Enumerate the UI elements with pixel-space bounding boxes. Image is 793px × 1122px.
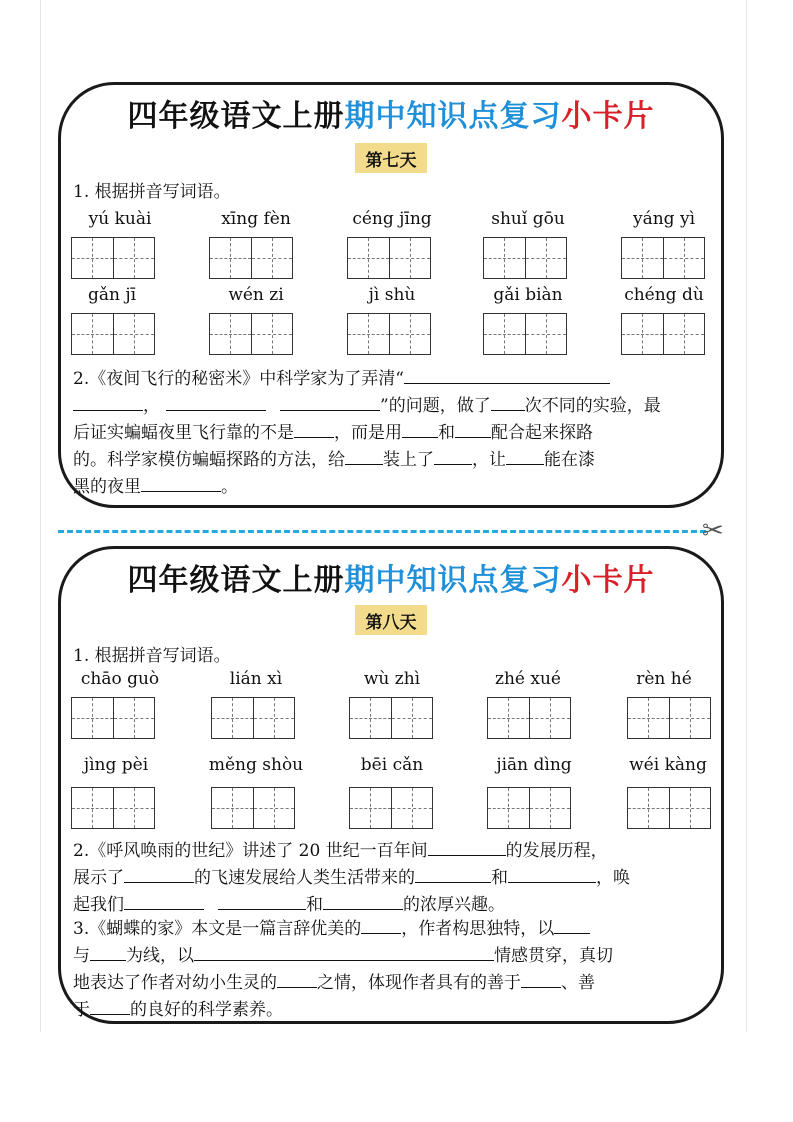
question-text: ，唤 bbox=[596, 868, 630, 888]
card-title bbox=[61, 555, 721, 599]
writing-grid[interactable] bbox=[487, 787, 571, 829]
pinyin-label: lián xì bbox=[229, 669, 283, 689]
question-text: 展示了 bbox=[73, 868, 124, 888]
writing-grid[interactable] bbox=[483, 313, 567, 355]
question-text: 起我们 bbox=[73, 895, 124, 915]
fill-blank[interactable] bbox=[294, 419, 334, 438]
pinyin-label: chāo guò bbox=[80, 669, 160, 689]
writing-grid[interactable] bbox=[487, 697, 571, 739]
fill-blank[interactable] bbox=[90, 996, 130, 1015]
question-text: 的发展历程， bbox=[505, 841, 608, 861]
fill-blank[interactable] bbox=[554, 915, 590, 934]
fill-blank[interactable] bbox=[404, 365, 610, 384]
fill-blank[interactable] bbox=[491, 392, 525, 411]
question-3-paragraph bbox=[73, 915, 709, 1023]
question-text: 情感贯穿，真切 bbox=[494, 946, 613, 966]
question-text: 的浓厚兴趣。 bbox=[403, 895, 505, 915]
question-text: 之情，体现作者具有的善于 bbox=[317, 973, 521, 993]
question-text: ，作者构思独特，以 bbox=[401, 919, 555, 939]
fill-blank[interactable] bbox=[277, 969, 317, 988]
question-text: 为线，以 bbox=[126, 946, 194, 966]
fill-blank[interactable] bbox=[166, 392, 266, 411]
pinyin-label: jìng pèi bbox=[83, 755, 149, 775]
pinyin-label: bēi cǎn bbox=[360, 755, 424, 775]
fill-blank[interactable] bbox=[124, 891, 204, 910]
question-text: 、善 bbox=[561, 973, 595, 993]
title-part-card: 小卡片 bbox=[561, 99, 655, 134]
writing-grid[interactable] bbox=[483, 237, 567, 279]
question-text: 能在漆 bbox=[544, 450, 595, 470]
scissors-icon: ✂ bbox=[702, 516, 724, 546]
question-text: 与 bbox=[73, 946, 90, 966]
writing-grid[interactable] bbox=[627, 697, 711, 739]
writing-grid[interactable] bbox=[211, 697, 295, 739]
writing-grid[interactable] bbox=[71, 313, 155, 355]
title-part-grade: 四年级语文上册 bbox=[127, 563, 345, 598]
fill-blank[interactable] bbox=[90, 942, 126, 961]
title-part-card: 小卡片 bbox=[561, 563, 655, 598]
question-text: 和 bbox=[306, 895, 323, 915]
pinyin-label: wén zi bbox=[228, 285, 284, 305]
pinyin-label: rèn hé bbox=[636, 669, 692, 689]
review-card-day7 bbox=[58, 82, 724, 508]
pinyin-label: zhé xué bbox=[495, 669, 561, 689]
fill-blank[interactable] bbox=[280, 392, 380, 411]
question-text: 和 bbox=[438, 423, 455, 443]
fill-blank[interactable] bbox=[415, 864, 491, 883]
question-text: ， bbox=[143, 396, 160, 416]
fill-blank[interactable] bbox=[428, 837, 506, 856]
fill-blank[interactable] bbox=[194, 942, 494, 961]
question-2-paragraph bbox=[73, 837, 709, 918]
fill-blank[interactable] bbox=[521, 969, 561, 988]
writing-grid[interactable] bbox=[621, 313, 705, 355]
writing-grid[interactable] bbox=[71, 697, 155, 739]
writing-grid[interactable] bbox=[71, 787, 155, 829]
page-margin-right bbox=[746, 0, 747, 1032]
pinyin-label: wéi kàng bbox=[629, 755, 707, 775]
fill-blank[interactable] bbox=[434, 446, 472, 465]
pinyin-label: gǎn jī bbox=[87, 285, 137, 305]
day-badge: 第八天 bbox=[355, 605, 427, 635]
writing-grid[interactable] bbox=[209, 237, 293, 279]
writing-grid[interactable] bbox=[347, 313, 431, 355]
question-text: 黑的夜里 bbox=[73, 477, 141, 497]
fill-blank[interactable] bbox=[73, 392, 143, 411]
question-text: ”的问题，做了 bbox=[380, 396, 491, 416]
question-text: 于 bbox=[73, 1000, 90, 1020]
card-title bbox=[61, 91, 721, 135]
review-card-day8 bbox=[58, 546, 724, 1024]
question-text: 2.《夜间飞行的秘密米》中科学家为了弄清“ bbox=[73, 369, 404, 389]
pinyin-label: jì shù bbox=[368, 285, 416, 305]
question-text: 3.《蝴蝶的家》本文是一篇言辞优美的 bbox=[73, 919, 362, 939]
writing-grid[interactable] bbox=[347, 237, 431, 279]
question-text: 配合起来探路 bbox=[491, 423, 593, 443]
pinyin-label: céng jīng bbox=[352, 209, 432, 229]
pinyin-label: gǎi biàn bbox=[493, 285, 563, 305]
fill-blank[interactable] bbox=[455, 419, 491, 438]
fill-blank[interactable] bbox=[508, 864, 596, 883]
writing-grid[interactable] bbox=[349, 697, 433, 739]
fill-blank[interactable] bbox=[361, 915, 401, 934]
fill-blank[interactable] bbox=[124, 864, 194, 883]
fill-blank[interactable] bbox=[402, 419, 438, 438]
pinyin-label: měng shòu bbox=[208, 755, 304, 775]
pinyin-label: xīng fèn bbox=[221, 209, 291, 229]
title-part-grade: 四年级语文上册 bbox=[127, 99, 345, 134]
pinyin-label: yú kuài bbox=[88, 209, 152, 229]
writing-grid[interactable] bbox=[621, 237, 705, 279]
page-margin-left bbox=[40, 0, 41, 1032]
writing-grid[interactable] bbox=[627, 787, 711, 829]
pinyin-label: wù zhì bbox=[363, 669, 421, 689]
question-text: 和 bbox=[491, 868, 508, 888]
question-2-paragraph bbox=[73, 365, 709, 500]
question-1-heading: 1. 根据拼音写词语。 bbox=[73, 646, 231, 666]
fill-blank[interactable] bbox=[141, 473, 221, 492]
pinyin-label: yáng yì bbox=[632, 209, 695, 229]
day-badge: 第七天 bbox=[355, 143, 427, 173]
question-1-heading: 1. 根据拼音写词语。 bbox=[73, 182, 231, 202]
question-text: 的。科学家模仿蝙蝠探路的方法，给 bbox=[73, 450, 345, 470]
pinyin-label: jiān dìng bbox=[496, 755, 572, 775]
question-text: ，让 bbox=[472, 450, 506, 470]
title-part-midterm: 期中知识点复习 bbox=[344, 563, 562, 598]
fill-blank[interactable] bbox=[345, 446, 383, 465]
question-text: 地表达了作者对幼小生灵的 bbox=[73, 973, 277, 993]
fill-blank[interactable] bbox=[218, 891, 306, 910]
question-text: 的良好的科学素养。 bbox=[130, 1000, 283, 1020]
question-text: 2.《呼风唤雨的世纪》讲述了 20 世纪一百年间 bbox=[73, 841, 428, 861]
fill-blank[interactable] bbox=[323, 891, 403, 910]
question-text: 后证实蝙蝠夜里飞行靠的不是 bbox=[73, 423, 294, 443]
writing-grid[interactable] bbox=[349, 787, 433, 829]
question-text: ，而是用 bbox=[334, 423, 402, 443]
cut-line bbox=[58, 530, 706, 533]
title-part-midterm: 期中知识点复习 bbox=[344, 99, 562, 134]
question-text: 次不同的实验，最 bbox=[524, 396, 661, 416]
pinyin-label: shuǐ gōu bbox=[491, 209, 565, 229]
pinyin-label: chéng dù bbox=[624, 285, 704, 305]
writing-grid[interactable] bbox=[209, 313, 293, 355]
fill-blank[interactable] bbox=[506, 446, 544, 465]
writing-grid[interactable] bbox=[211, 787, 295, 829]
question-text: 的飞速发展给人类生活带来的 bbox=[194, 868, 415, 888]
question-text: 。 bbox=[221, 477, 238, 497]
writing-grid[interactable] bbox=[71, 237, 155, 279]
question-text: 装上了 bbox=[383, 450, 434, 470]
